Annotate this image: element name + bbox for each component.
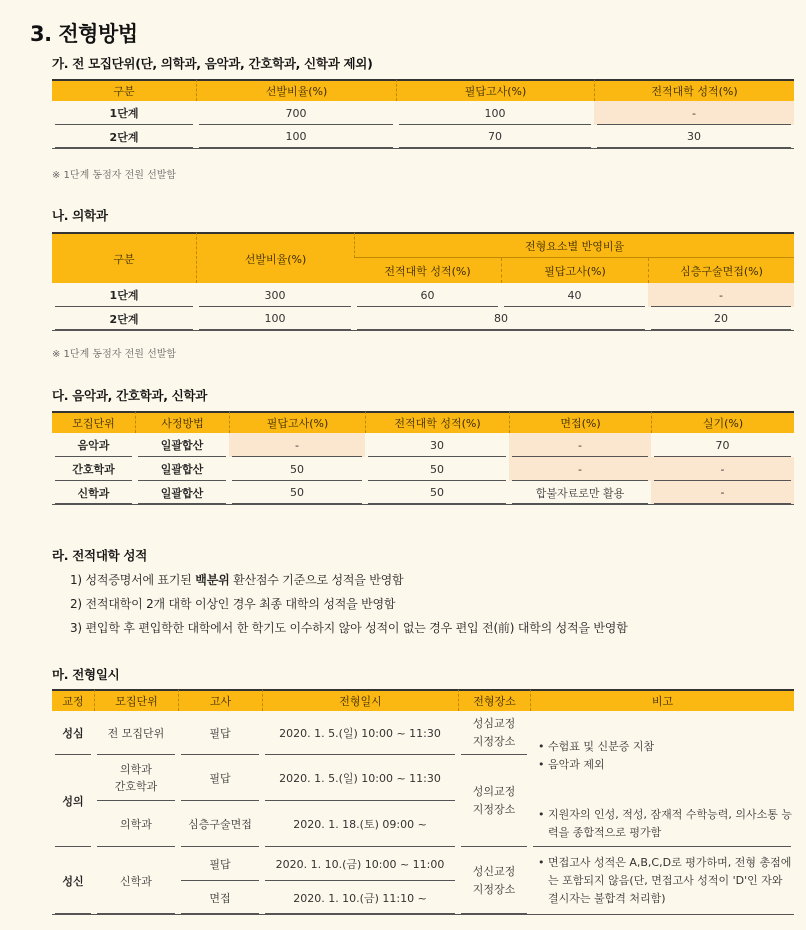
table-cell: 성신교정 지정장소 <box>458 847 530 915</box>
table-row <box>52 307 794 331</box>
table-cell: 2020. 1. 10.(금) 11:10 ~ <box>262 881 458 915</box>
list-item-text: 환산점수 기준으로 성적을 반영함 <box>229 573 404 587</box>
table-cell <box>530 847 794 915</box>
table-cell: 필답 <box>178 711 262 755</box>
table-cell: 간호학과 <box>52 457 135 481</box>
table-cell: 음악과 <box>52 433 135 457</box>
table-cell: - <box>229 433 365 457</box>
table-cell: 일괄합산 <box>135 433 229 457</box>
table-cell: 2020. 1. 10.(금) 10:00 ~ 11:00 <box>262 847 458 881</box>
col-header: 전적대학 성적(%) <box>594 79 794 101</box>
table-cell: 30 <box>594 125 794 149</box>
list-item: 3) 편입학 후 편입학한 대학에서 한 학기도 이수하지 않아 성적이 없는 경우 편입 전(前) 대학의 성적을 반영함 <box>70 621 628 635</box>
col-header: 전형장소 <box>458 689 530 711</box>
section-a-note: ※ 1단계 동점자 전원 선발함 <box>52 170 177 181</box>
col-header: 전형일시 <box>262 689 458 711</box>
table-cell: 일괄합산 <box>135 457 229 481</box>
col-subheader: 전적대학 성적(%) <box>354 258 501 283</box>
table-cell: 50 <box>365 481 509 505</box>
table-row <box>52 283 794 307</box>
table-row <box>52 457 794 481</box>
col-header: 구분 <box>52 79 196 101</box>
col-header: 선발비율(%) <box>196 79 396 101</box>
table-cell: 필답 <box>178 755 262 801</box>
table-cell: 50 <box>365 457 509 481</box>
table-cell: - <box>594 101 794 125</box>
col-header: 전적대학 성적(%) <box>365 411 509 433</box>
table-cell: 면접 <box>178 881 262 915</box>
table-cell: 성의교정 지정장소 <box>458 755 530 847</box>
section-a-table <box>52 79 794 149</box>
table-cell: 신학과 <box>52 481 135 505</box>
table-cell: 일괄합산 <box>135 481 229 505</box>
table-cell: 100 <box>196 125 396 149</box>
table-cell: 2020. 1. 5.(일) 10:00 ~ 11:30 <box>262 711 458 755</box>
table-cell: 성심 <box>52 711 94 755</box>
table-cell: 50 <box>229 457 365 481</box>
col-header: 사정방법 <box>135 411 229 433</box>
col-header: 비고 <box>530 689 794 711</box>
table-cell: 1단계 <box>52 283 196 307</box>
table-cell: 필답 <box>178 847 262 881</box>
table-cell: - <box>651 457 794 481</box>
table-cell: 60 <box>354 283 501 307</box>
table-cell: 성심교정 지정장소 <box>458 711 530 755</box>
page-title: 3. 전형방법 <box>30 22 138 46</box>
section-e-table <box>52 689 794 915</box>
table-row <box>52 481 794 505</box>
table-cell: 1단계 <box>52 101 196 125</box>
table-cell <box>530 711 794 801</box>
table-cell: 300 <box>196 283 354 307</box>
table-cell: 70 <box>651 433 794 457</box>
col-header: 구분 <box>52 232 196 283</box>
table-row <box>52 801 794 847</box>
table-cell: 성신 <box>52 847 94 915</box>
table-cell: 2단계 <box>52 125 196 149</box>
col-header: 선발비율(%) <box>196 232 354 283</box>
col-header: 실기(%) <box>651 411 794 433</box>
table-cell: 2단계 <box>52 307 196 331</box>
section-d-heading: 라. 전적대학 성적 <box>52 548 147 563</box>
table-cell: 20 <box>648 307 794 331</box>
section-c-table <box>52 411 794 505</box>
table-cell: 의학과 <box>94 801 178 847</box>
section-c-heading: 다. 음악과, 간호학과, 신학과 <box>52 388 208 403</box>
table-cell: 신학과 <box>94 847 178 915</box>
list-item-bold: 백분위 <box>195 573 230 587</box>
remark-text: • 수험표 및 신분증 지참 <box>538 740 655 753</box>
table-cell: 의학과 간호학과 <box>94 755 178 801</box>
table-row <box>52 433 794 457</box>
section-b-table <box>52 232 794 331</box>
table-cell: - <box>509 457 651 481</box>
col-header: 고사 <box>178 689 262 711</box>
table-row <box>52 711 794 755</box>
table-cell: 심층구술면접 <box>178 801 262 847</box>
table-cell: 2020. 1. 18.(토) 09:00 ~ <box>262 801 458 847</box>
table-row <box>52 101 794 125</box>
table-cell: 80 <box>354 307 648 331</box>
table-cell <box>530 801 794 847</box>
table-cell: 50 <box>229 481 365 505</box>
table-cell: 합불자료로만 활용 <box>509 481 651 505</box>
table-cell: - <box>648 283 794 307</box>
remark-text: • 면접고사 성적은 A,B,C,D로 평가하며, 전형 총점에는 포함되지 않음(단, 면접고사 성적이 'D'인 자와 결시자는 불합격 처리함) <box>538 855 792 905</box>
section-e-heading: 마. 전형일시 <box>52 667 120 682</box>
table-row <box>52 125 794 149</box>
col-header: 면접(%) <box>509 411 651 433</box>
col-header: 모집단위 <box>94 689 178 711</box>
table-cell: 700 <box>196 101 396 125</box>
section-b-heading: 나. 의학과 <box>52 208 108 223</box>
table-cell: 70 <box>396 125 594 149</box>
col-subheader: 필답고사(%) <box>501 258 648 283</box>
list-item: 2) 전적대학이 2개 대학 이상인 경우 최종 대학의 성적을 반영함 <box>70 597 396 611</box>
table-cell: 100 <box>196 307 354 331</box>
col-header: 필답고사(%) <box>229 411 365 433</box>
col-header: 교정 <box>52 689 94 711</box>
list-item-text: 1) 성적증명서에 표기된 <box>70 573 196 587</box>
table-cell: 100 <box>396 101 594 125</box>
col-header: 필답고사(%) <box>396 79 594 101</box>
table-cell: 전 모집단위 <box>94 711 178 755</box>
col-header-group: 전형요소별 반영비율 <box>354 232 794 258</box>
remark-text: • 음악과 제외 <box>538 758 605 771</box>
list-item <box>70 571 403 588</box>
col-header: 모집단위 <box>52 411 135 433</box>
table-cell: 30 <box>365 433 509 457</box>
remark-text: • 지원자의 인성, 적성, 잠재적 수학능력, 의사소통 능력을 종합적으로 평가함 <box>538 808 792 839</box>
table-row <box>52 847 794 881</box>
table-cell: - <box>509 433 651 457</box>
section-a-heading: 가. 전 모집단위(단, 의학과, 음악과, 간호학과, 신학과 제외) <box>52 56 373 71</box>
section-b-note: ※ 1단계 동점자 전원 선발함 <box>52 349 177 360</box>
col-subheader: 심층구술면접(%) <box>648 258 794 283</box>
table-cell: 40 <box>501 283 648 307</box>
table-cell: 2020. 1. 5.(일) 10:00 ~ 11:30 <box>262 755 458 801</box>
table-cell: - <box>651 481 794 505</box>
table-cell: 성의 <box>52 755 94 847</box>
